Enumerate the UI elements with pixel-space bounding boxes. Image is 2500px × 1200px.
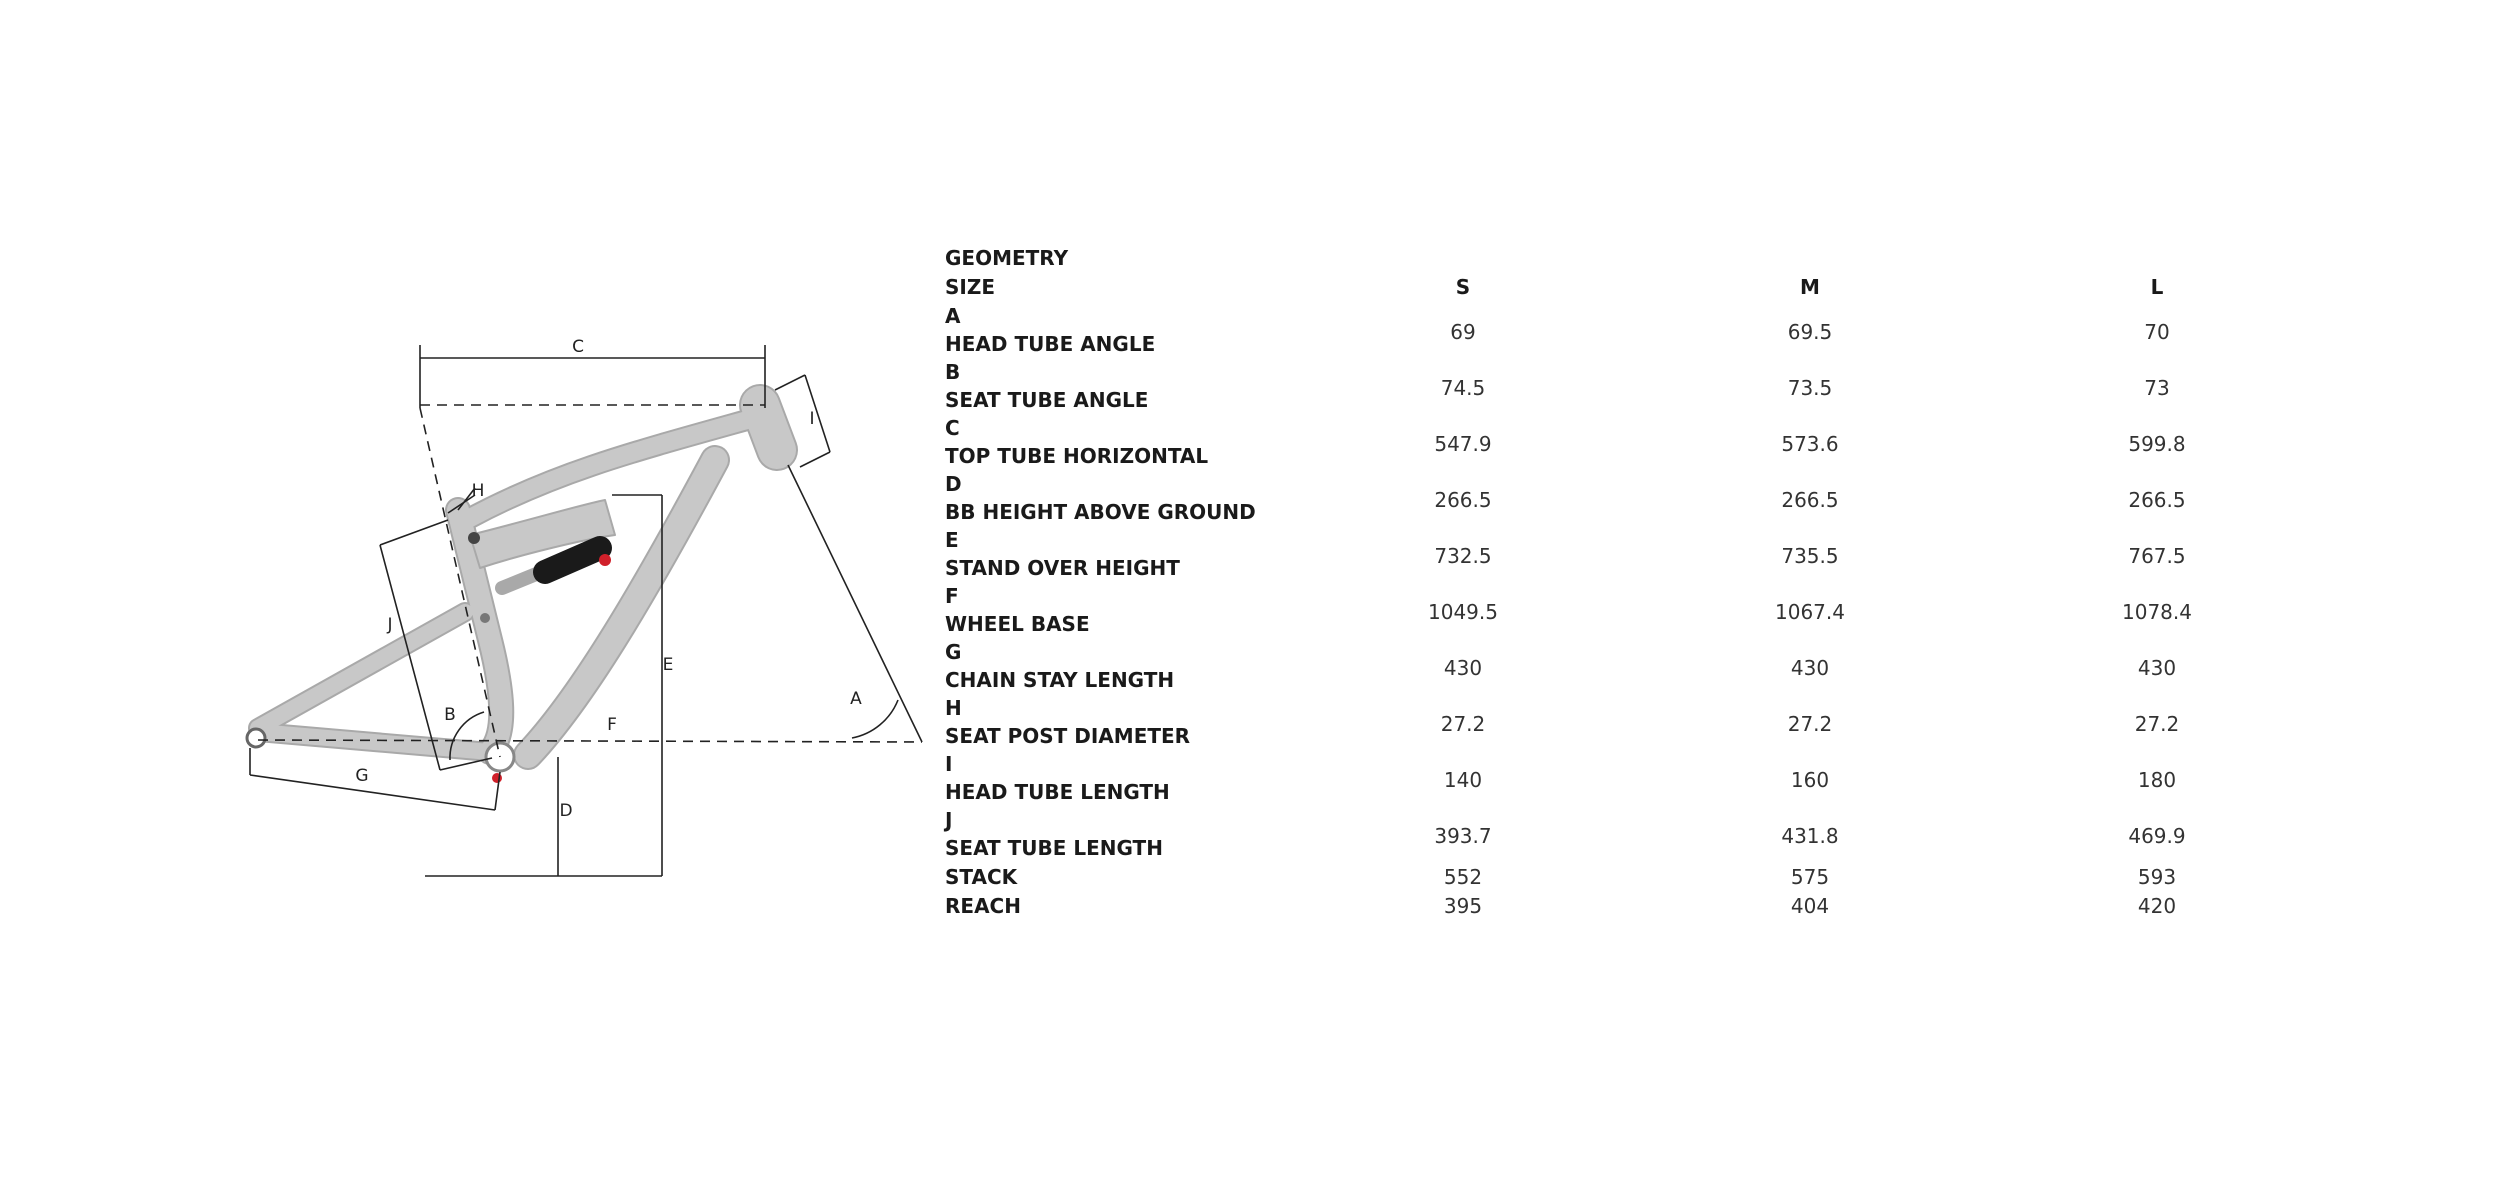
dimension-label-e: E — [662, 655, 674, 675]
frame-geometry-diagram — [230, 320, 930, 880]
row-name: STACK — [945, 865, 1018, 889]
row-name: BB HEIGHT ABOVE GROUND — [945, 500, 1256, 524]
value-s: 140 — [1443, 768, 1483, 792]
value-s: 732.5 — [1434, 544, 1492, 568]
row-name: WHEEL BASE — [945, 612, 1090, 636]
row-name: HEAD TUBE ANGLE — [945, 332, 1156, 356]
value-m: 573.6 — [1781, 432, 1839, 456]
dimension-label-b: B — [444, 705, 456, 725]
dimension-label-f: F — [607, 715, 617, 735]
dimension-label-d: D — [559, 801, 573, 821]
dimension-label-h: H — [471, 481, 485, 501]
value-s: 430 — [1443, 656, 1483, 680]
value-l: 73 — [2144, 376, 2170, 400]
value-s: 266.5 — [1434, 488, 1492, 512]
value-l: 180 — [2137, 768, 2177, 792]
value-l: 767.5 — [2128, 544, 2186, 568]
value-m: 575 — [1790, 865, 1830, 889]
bike-frame — [247, 405, 777, 783]
row-letter: B — [945, 360, 961, 384]
value-l: 469.9 — [2128, 824, 2186, 848]
row-letter: H — [945, 696, 962, 720]
size-column-m: M — [1800, 275, 1820, 299]
value-s: 393.7 — [1434, 824, 1492, 848]
value-l: 430 — [2137, 656, 2177, 680]
value-l: 593 — [2137, 865, 2177, 889]
value-m: 27.2 — [1787, 712, 1833, 736]
dimension-lines — [250, 345, 922, 876]
row-letter: A — [945, 304, 961, 328]
value-m: 735.5 — [1781, 544, 1839, 568]
row-name: SEAT TUBE ANGLE — [945, 388, 1149, 412]
dimension-label-c: C — [572, 337, 584, 357]
value-s: 27.2 — [1440, 712, 1486, 736]
value-m: 69.5 — [1787, 320, 1833, 344]
value-l: 420 — [2137, 894, 2177, 918]
dimension-label-g: G — [355, 766, 369, 786]
dimension-label-a: A — [850, 689, 862, 709]
value-s: 1049.5 — [1428, 600, 1498, 624]
value-m: 430 — [1790, 656, 1830, 680]
value-s: 69 — [1450, 320, 1476, 344]
dimension-label-i: I — [809, 409, 815, 429]
table-title: GEOMETRY — [945, 246, 1069, 270]
value-l: 70 — [2144, 320, 2170, 344]
row-name: HEAD TUBE LENGTH — [945, 780, 1170, 804]
row-letter: F — [945, 584, 959, 608]
row-name: SEAT TUBE LENGTH — [945, 836, 1163, 860]
value-m: 1067.4 — [1775, 600, 1845, 624]
row-name: STAND OVER HEIGHT — [945, 556, 1180, 580]
row-name: SEAT POST DIAMETER — [945, 724, 1191, 748]
value-s: 74.5 — [1440, 376, 1486, 400]
row-letter: J — [945, 808, 953, 832]
row-name: REACH — [945, 894, 1021, 918]
size-column-l: L — [2150, 275, 2164, 299]
row-letter: I — [945, 752, 953, 776]
value-s: 552 — [1443, 865, 1483, 889]
row-letter: E — [945, 528, 959, 552]
size-column-s: S — [1455, 275, 1471, 299]
value-m: 73.5 — [1787, 376, 1833, 400]
frame-diagram-svg — [230, 320, 930, 880]
value-l: 1078.4 — [2122, 600, 2192, 624]
value-m: 160 — [1790, 768, 1830, 792]
row-name: TOP TUBE HORIZONTAL — [945, 444, 1209, 468]
value-l: 599.8 — [2128, 432, 2186, 456]
row-letter: C — [945, 416, 960, 440]
value-l: 27.2 — [2134, 712, 2180, 736]
value-s: 395 — [1443, 894, 1483, 918]
value-m: 266.5 — [1781, 488, 1839, 512]
value-m: 404 — [1790, 894, 1830, 918]
rear-axle — [247, 729, 265, 747]
row-name: CHAIN STAY LENGTH — [945, 668, 1175, 692]
value-m: 431.8 — [1781, 824, 1839, 848]
size-label: SIZE — [945, 275, 996, 299]
row-letter: G — [945, 640, 962, 664]
value-s: 547.9 — [1434, 432, 1492, 456]
row-letter: D — [945, 472, 962, 496]
dimension-label-j: J — [387, 615, 393, 635]
value-l: 266.5 — [2128, 488, 2186, 512]
